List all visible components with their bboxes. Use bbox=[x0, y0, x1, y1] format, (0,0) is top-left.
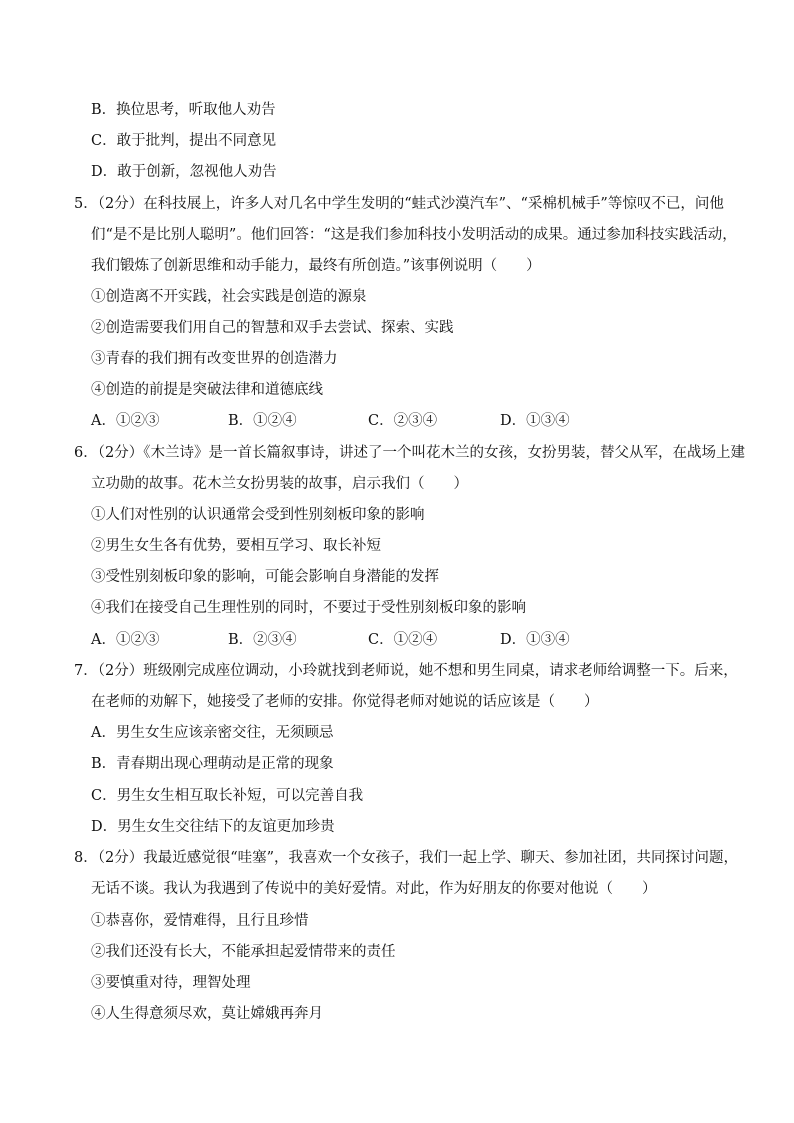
q7-option-c: C．男生女生相互取长补短，可以完善自我 bbox=[91, 788, 364, 804]
q5-choice-d: D．①③④ bbox=[500, 413, 570, 429]
q6-statement-2: ②男生女生各有优势，要相互学习、取长补短 bbox=[91, 538, 381, 554]
q6-stem-line-2: 立功勋的故事。花木兰女扮男装的故事，启示我们（ ） bbox=[91, 476, 468, 492]
q5-statement-3: ③青春的我们拥有改变世界的创造潜力 bbox=[91, 351, 338, 367]
q5-stem-line-1: 5．（2分）在科技展上，许多人对几名中学生发明的“蛙式沙漠汽车”、“采棉机械手”等惊叹不已，问他 bbox=[74, 196, 724, 212]
q4-option-b: B．换位思考，听取他人劝告 bbox=[91, 102, 276, 118]
q5-stem-line-2: 们“是不是比别人聪明”。他们回答：“这是我们参加科技小发明活动的成果。通过参加科技实践活动， bbox=[91, 227, 737, 243]
q8-statement-2: ②我们还没有长大，不能承担起爱情带来的责任 bbox=[91, 944, 396, 960]
q4-option-c: C．敢于批判，提出不同意见 bbox=[91, 133, 277, 149]
q6-choice-d: D．①③④ bbox=[500, 632, 570, 648]
q6-statement-4: ④我们在接受自己生理性别的同时，不要过于受性别刻板印象的影响 bbox=[91, 600, 526, 616]
q7-stem-line-2: 在老师的劝解下，她接受了老师的安排。你觉得老师对她说的话应该是（ ） bbox=[91, 694, 599, 710]
q5-statement-2: ②创造需要我们用自己的智慧和双手去尝试、探索、实践 bbox=[91, 320, 454, 336]
q4-option-d: D．敢于创新，忽视他人劝告 bbox=[91, 164, 277, 180]
q7-option-a: A．男生女生应该亲密交往，无须顾忌 bbox=[91, 725, 334, 741]
q6-statement-3: ③受性别刻板印象的影响，可能会影响自身潜能的发挥 bbox=[91, 569, 439, 585]
q5-statement-1: ①创造离不开实践，社会实践是创造的源泉 bbox=[91, 289, 367, 305]
q8-statement-3: ③要慎重对待，理智处理 bbox=[91, 975, 251, 991]
q6-stem-line-1: 6．（2分）《木兰诗》是一首长篇叙事诗，讲述了一个叫花木兰的女孩，女扮男装，替父从军，在战场上建 bbox=[74, 445, 745, 461]
q7-stem-line-1: 7．（2分）班级刚完成座位调动，小玲就找到老师说，她不想和男生同桌，请求老师给调整一下。后来， bbox=[74, 663, 738, 679]
q8-stem-line-2: 无话不谈。我认为我遇到了传说中的美好爱情。对此，作为好朋友的你要对他说（ ） bbox=[91, 881, 657, 897]
q6-choice-b: B．②③④ bbox=[228, 632, 297, 648]
q8-statement-1: ①恭喜你，爱情难得，且行且珍惜 bbox=[91, 913, 309, 929]
q6-choice-c: C．①②④ bbox=[368, 632, 438, 648]
q5-choice-b: B．①②④ bbox=[228, 413, 297, 429]
q7-option-b: B．青春期出现心理萌动是正常的现象 bbox=[91, 756, 334, 772]
q7-option-d: D．男生女生交往结下的友谊更加珍贵 bbox=[91, 819, 335, 835]
q8-stem-line-1: 8．（2分）我最近感觉很“哇塞”，我喜欢一个女孩子，我们一起上学、聊天、参加社团，共同探讨问题， bbox=[74, 850, 739, 866]
q5-choice-a: A．①②③ bbox=[91, 413, 160, 429]
q6-choice-a: A．①②③ bbox=[91, 632, 160, 648]
q6-statement-1: ①人们对性别的认识通常会受到性别刻板印象的影响 bbox=[91, 507, 425, 523]
q8-statement-4: ④人生得意须尽欢，莫让嫦娥再奔月 bbox=[91, 1006, 323, 1022]
q5-stem-line-3: 我们锻炼了创新思维和动手能力，最终有所创造。”该事例说明（ ） bbox=[91, 258, 541, 274]
q5-statement-4: ④创造的前提是突破法律和道德底线 bbox=[91, 382, 323, 398]
q5-choice-c: C．②③④ bbox=[368, 413, 438, 429]
